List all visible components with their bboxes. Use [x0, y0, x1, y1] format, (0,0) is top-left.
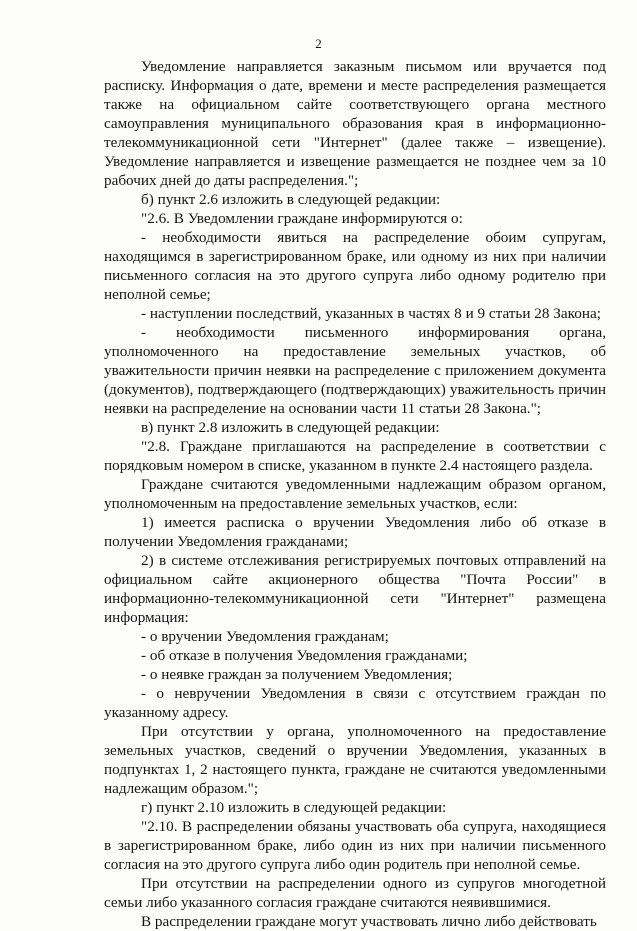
paragraph-not-notified: При отсутствии у органа, уполномоченного на предоставление земельных участков, сведений о вручении Уведомления, указанных в подпунктах 1, 2 настоящего пункта, граждане не считаются уведомленными надлежащим образом."; [104, 723, 606, 797]
list-item-spouses-attendance: - необходимости явиться на распределение обоим супругам, находящимся в зарегистрированном браке, или одному из них при наличии письменного согласия на это другого супруга либо одному родителю при неполной семье; [104, 229, 606, 303]
list-item-receipt: 1) имеется расписка о вручении Уведомления либо об отказе в получении Уведомления гражданами; [104, 514, 606, 550]
list-item-not-delivered: - о невручении Уведомления в связи с отсутствием граждан по указанному адресу. [104, 685, 606, 721]
paragraph-2-6-heading: "2.6. В Уведомлении граждане информируются о: [141, 210, 463, 227]
page-number: 2 [315, 36, 322, 51]
paragraph-notice-delivery: Уведомление направляется заказным письмом или вручается под расписку. Информация о дате, времени и месте распределения размещается также на официальном сайте соответствующего органа местного самоуправления муниципального образования края в информационно-телекоммуникационной сети "Интернет" (далее также – извещение). Уведомление направляется и извещение размещается не позднее чем за 10 рабочих дней до даты распределения."; [104, 58, 606, 189]
paragraph-item-v: в) пункт 2.8 изложить в следующей редакции: [141, 419, 440, 436]
paragraph-2-10: "2.10. В распределении обязаны участвовать оба супруга, находящиеся в зарегистрированном браке, либо один из них при наличии письменного согласия на это другого супруга либо один родитель при неполной семье. [104, 818, 606, 873]
document-body [104, 57, 606, 931]
paragraph-item-b: б) пункт 2.6 изложить в следующей редакции: [141, 191, 441, 208]
list-item-consequences: - наступлении последствий, указанных в частях 8 и 9 статьи 28 Закона; [141, 305, 601, 322]
paragraph-notified-conditions: Граждане считаются уведомленными надлежащим образом органом, уполномоченным на предоставление земельных участков, если: [104, 476, 606, 512]
list-item-written-notice: - необходимости письменного информирования органа, уполномоченного на предоставление земельных участков, об уважительности причин неявки на распределение с приложением документа (документов), подтверждающего (подтверждающих) уважительность причин неявки на распределение на основании части 11 статьи 28 Закона."; [104, 324, 606, 417]
list-item-not-collected: - о неявке граждан за получением Уведомления; [141, 666, 453, 683]
paragraph-item-g: г) пункт 2.10 изложить в следующей редакции: [141, 799, 447, 816]
list-item-delivered: - о вручении Уведомления гражданам; [141, 628, 389, 645]
list-item-tracking-system: 2) в системе отслеживания регистрируемых почтовых отправлений на официальном сайте акционерного общества "Почта России" в информационно-телекоммуникационной сети "Интернет" размещена информация: [104, 552, 606, 626]
paragraph-participation: В распределении граждане могут участвовать лично либо действовать [141, 913, 597, 930]
list-item-refused: - об отказе в получения Уведомления гражданами; [141, 647, 468, 664]
paragraph-absence: При отсутствии на распределении одного из супругов многодетной семьи либо указанного согласия граждане считаются неявившимися. [104, 875, 606, 911]
paragraph-2-8: "2.8. Граждане приглашаются на распределение в соответствии с порядковым номером в списке, указанном в пункте 2.4 настоящего раздела. [104, 438, 606, 474]
